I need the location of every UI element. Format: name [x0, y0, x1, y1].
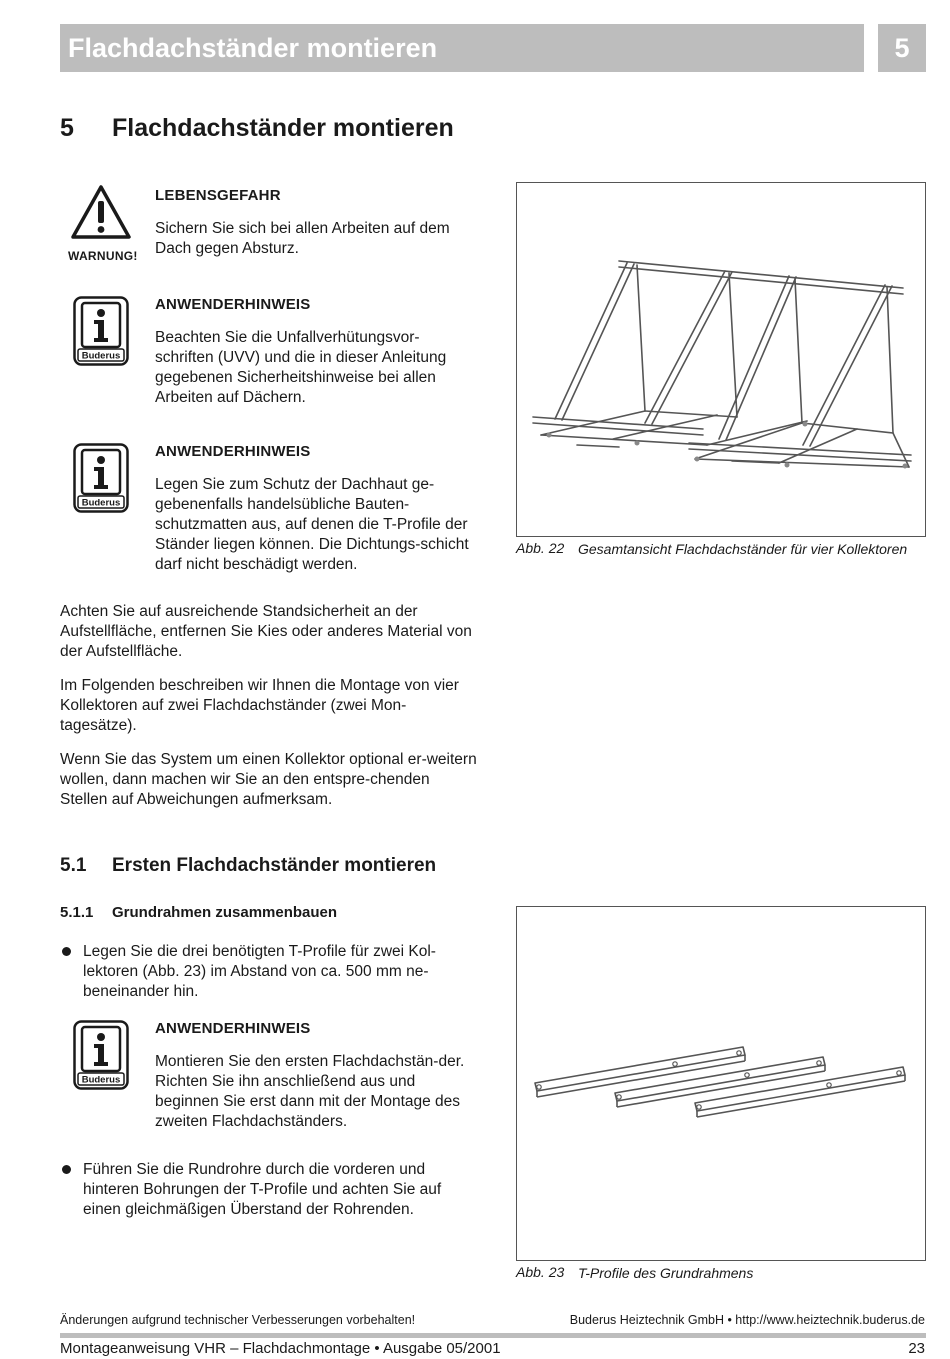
bullet-text: Führen Sie die Rundrohre durch die vorderen und hinteren Bohrungen der T-Profile und achten Sie auf einen gleichmäßigen Überstand der Rohrenden. — [83, 1161, 442, 1218]
section-number: 5.1 — [60, 855, 87, 876]
warning-text: Sichern Sie sich bei allen Arbeiten auf dem Dach gegen Absturz. — [155, 220, 450, 257]
footer-document-title: Montageanweisung VHR – Flachdachmontage • Ausgabe 05/2001 — [60, 1340, 501, 1357]
chapter-title: Flachdachständer montieren — [112, 114, 454, 142]
info-icon — [73, 443, 129, 513]
note-text: Legen Sie zum Schutz der Dachhaut ge-gebenenfalls handelsübliche Bauten-schutzmatten aus, auf denen die T-Profile der Ständer liegen können. Die Dichtungs-schicht darf nicht beschädigt werden. — [155, 476, 469, 573]
bullet-icon — [62, 1165, 71, 1174]
paragraph: Im Folgenden beschreiben wir Ihnen die Montage von vier Kollektoren auf zwei Flachdachständer (zwei Mon-tagesätze). — [60, 677, 459, 734]
info-icon — [73, 296, 129, 366]
note-text: Beachten Sie die Unfallverhütungsvor-schriften (UVV) und die in dieser Anleitung gegebenen Sicherheitshinweise bei allen Arbeiten auf Dächern. — [155, 329, 447, 406]
paragraph: Achten Sie auf ausreichende Standsicherheit an der Aufstellfläche, entfernen Sie Kies oder anderes Material von der Aufstellfläche. — [60, 603, 472, 660]
buderus-logo: Buderus — [81, 497, 121, 509]
note-heading: ANWENDERHINWEIS — [155, 296, 311, 313]
footer-note: Änderungen aufgrund technischer Verbesserungen vorbehalten! — [60, 1313, 416, 1327]
note-heading: ANWENDERHINWEIS — [155, 1020, 311, 1037]
figure-t-profiles — [516, 906, 926, 1261]
figure-label: Abb. 23 — [516, 1264, 565, 1280]
header-title: Flachdachständer montieren — [68, 33, 438, 63]
figure-caption: Gesamtansicht Flachdachständer für vier Kollektoren — [578, 541, 908, 557]
figure-label: Abb. 22 — [516, 540, 565, 556]
buderus-logo: Buderus — [81, 350, 121, 362]
flat-roof-stand-drawing — [517, 183, 925, 536]
header-chapter-number: 5 — [878, 24, 926, 72]
note-text: Montieren Sie den ersten Flachdachstän-der. Richten Sie ihn anschließend aus und beginnen Sie erst dann mit der Montage des zweiten Flachdachständers. — [155, 1053, 465, 1130]
subsection-title: Grundrahmen zusammenbauen — [112, 904, 338, 921]
bullet-text: Legen Sie die drei benötigten T-Profile für zwei Kol-lektoren (Abb. 23) im Abstand von ca. 500 mm ne-beneinander hin. — [83, 943, 436, 1000]
warning-triangle-icon — [70, 184, 132, 240]
note-heading: ANWENDERHINWEIS — [155, 443, 311, 460]
footer-rule — [60, 1333, 926, 1338]
warning-icon-label: WARNUNG! — [68, 249, 138, 263]
section-title: Ersten Flachdachständer montieren — [112, 855, 437, 876]
paragraph: Wenn Sie das System um einen Kollektor optional er-weitern wollen, dann machen wir Sie an den entspre-chenden Stellen auf Abweichungen aufmerksam. — [60, 751, 477, 808]
figure-caption: T-Profile des Grundrahmens — [578, 1265, 754, 1281]
footer-company: Buderus Heiztechnik GmbH • http://www.heiztechnik.buderus.de — [569, 1313, 925, 1327]
buderus-logo: Buderus — [81, 1074, 121, 1086]
warning-heading: LEBENSGEFAHR — [155, 187, 281, 204]
page-number: 23 — [908, 1340, 925, 1357]
figure-flat-roof-stand — [516, 182, 926, 537]
bullet-icon — [62, 947, 71, 956]
info-icon — [73, 1020, 129, 1090]
t-profiles-drawing — [517, 907, 925, 1260]
chapter-number: 5 — [60, 114, 74, 142]
subsection-number: 5.1.1 — [60, 904, 94, 921]
